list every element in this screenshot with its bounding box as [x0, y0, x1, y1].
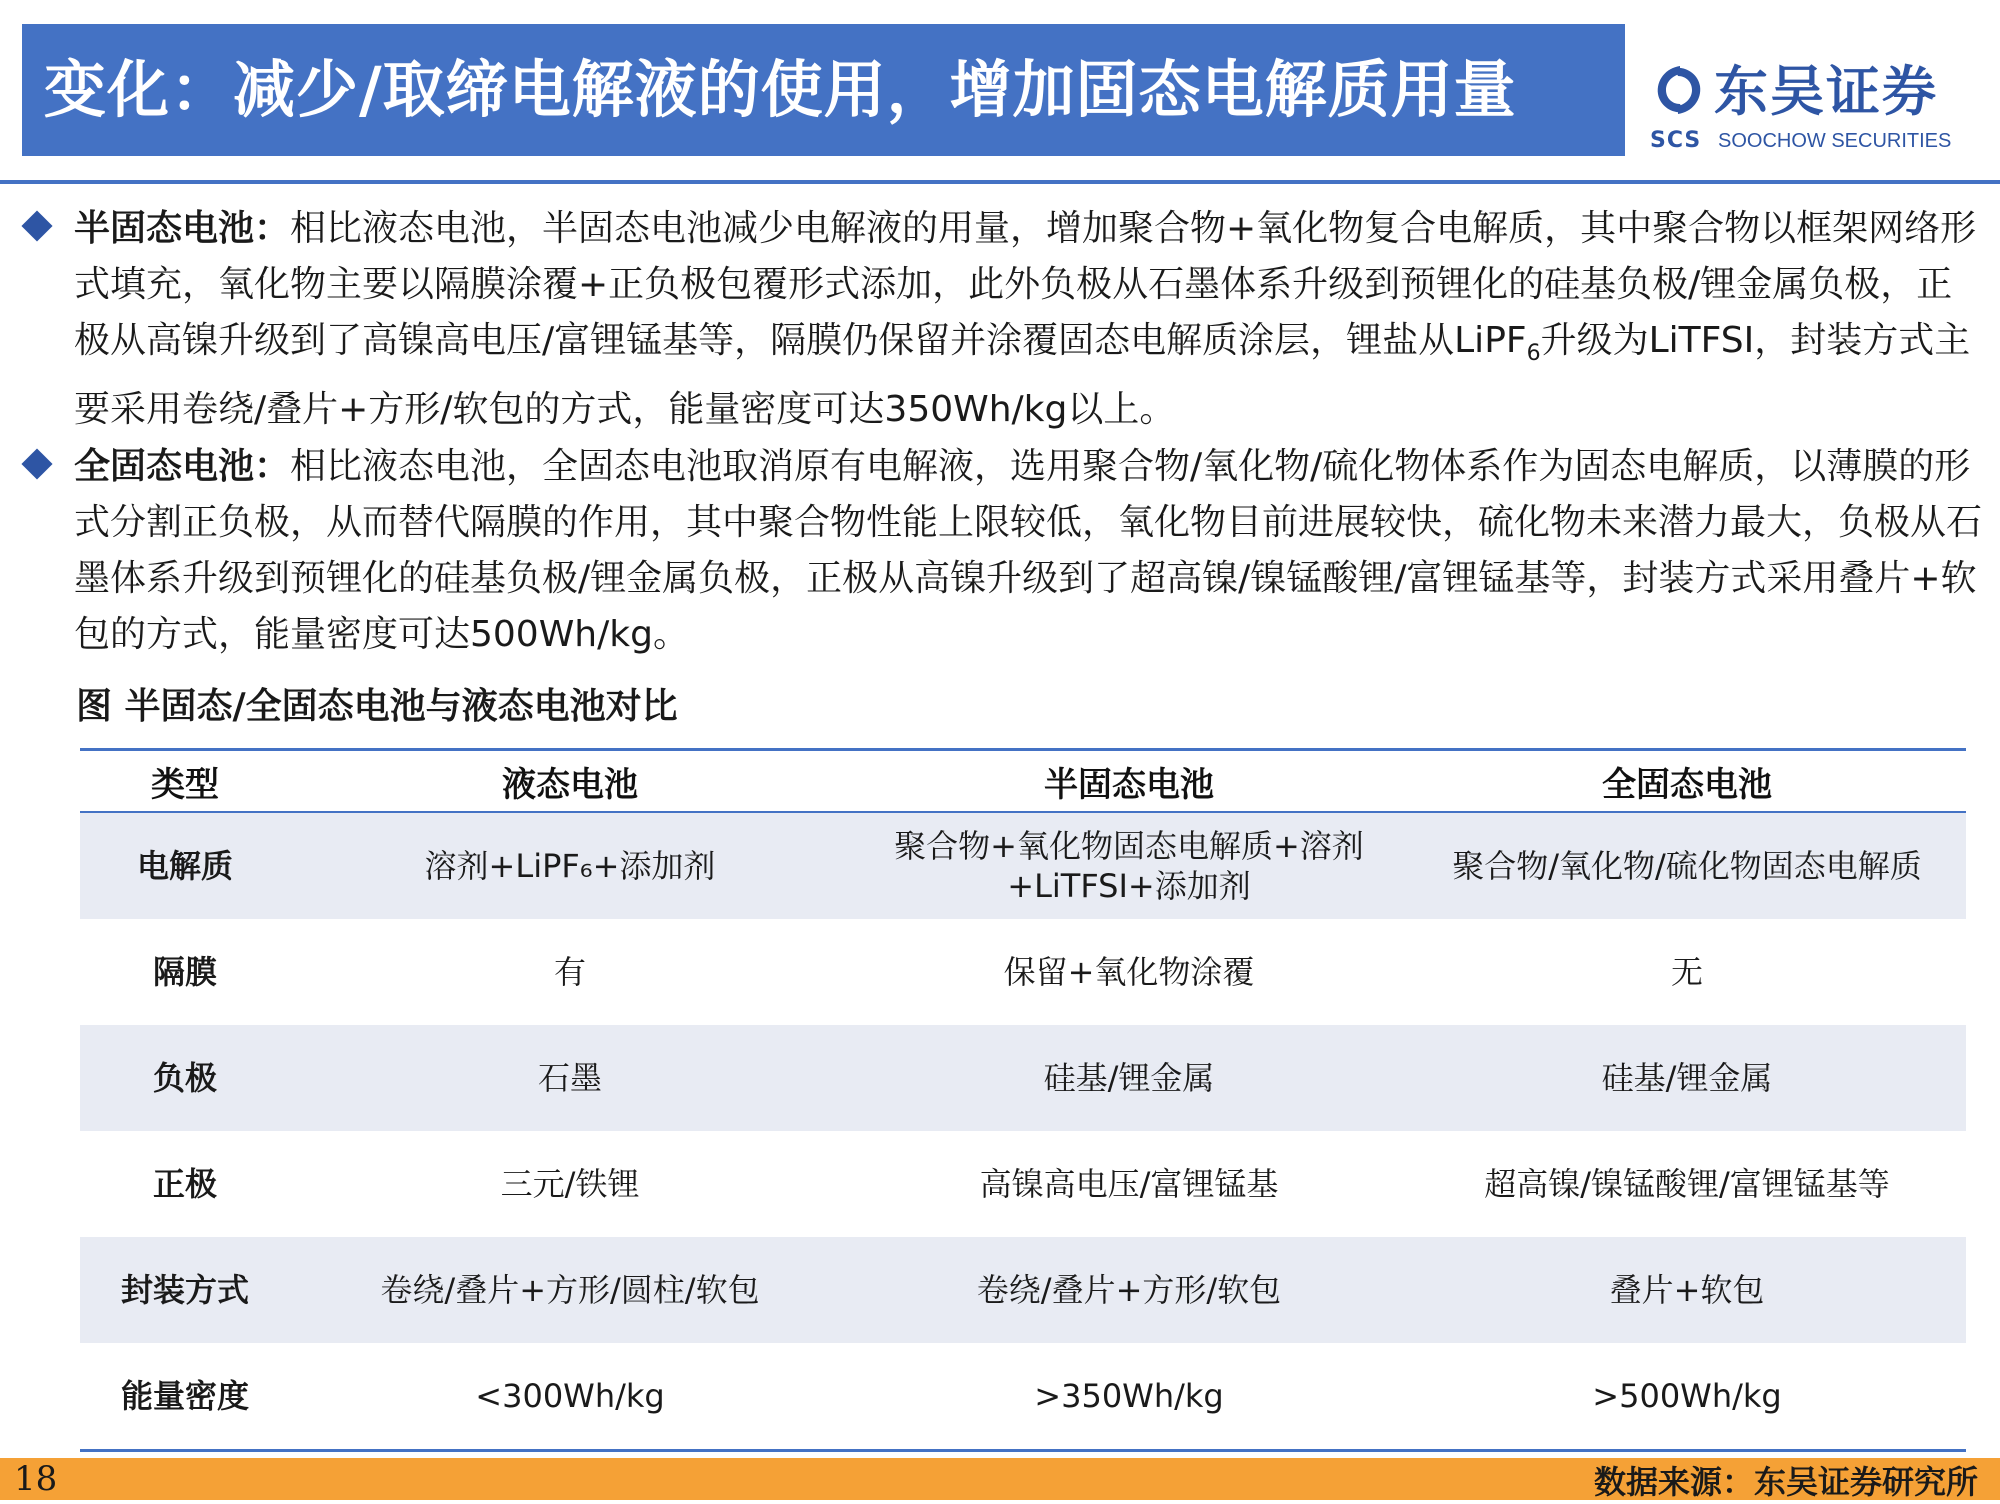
table-row — [80, 919, 1966, 1025]
bullet-semi-solid-body-b: 升级为LiTFSI，封装方式主要采用卷绕/叠片+方形/软包的方式，能量密度可达350Wh/kg以上。 — [74, 320, 1971, 431]
data-source: 数据来源：东吴证券研究所 — [1593, 1463, 1978, 1501]
table-cell: 硅基/锂金属 — [1408, 1025, 1966, 1131]
table-cell: >500Wh/kg — [1592, 1377, 1782, 1415]
row-label: 正极 — [152, 1165, 217, 1203]
table-row — [80, 1025, 1966, 1131]
table-cell: 无 — [1670, 953, 1703, 991]
table-cell: 石墨 — [290, 1025, 850, 1131]
table-cell: <300Wh/kg — [475, 1377, 665, 1415]
table-cell: 溶剂+LiPF₆+添加剂 — [290, 812, 850, 919]
bullet-semi-solid-text — [74, 201, 1984, 438]
figure-caption: 图 半固态/全固态电池与液态电池对比 — [76, 686, 678, 727]
bullet-semi-solid-subscript: 6 — [1526, 341, 1541, 367]
table-cell: >350Wh/kg — [1034, 1377, 1224, 1415]
header-divider — [0, 180, 2000, 184]
table-cell: 有 — [553, 953, 586, 991]
diamond-bullet-icon — [21, 448, 52, 479]
row-label: 封装方式 — [80, 1237, 290, 1343]
column-header-type: 类型 — [80, 750, 290, 813]
bullet-all-solid-label: 全固态电池： — [74, 446, 291, 487]
table-cell: 保留+氧化物涂覆 — [1003, 953, 1255, 991]
table-cell: 超高镍/镍锰酸锂/富锂锰基等 — [1484, 1165, 1890, 1203]
column-header-all-solid: 全固态电池 — [1408, 750, 1966, 813]
table-row — [80, 1131, 1966, 1237]
company-logo — [1650, 60, 1952, 162]
table-row — [80, 812, 1966, 919]
row-label: 能量密度 — [120, 1377, 249, 1415]
table-cell: 聚合物/氧化物/硫化物固态电解质 — [1408, 812, 1966, 919]
row-label: 负极 — [80, 1025, 290, 1131]
table-header-row — [80, 750, 1966, 813]
column-header-semi-solid: 半固态电池 — [850, 750, 1408, 813]
table-cell: 卷绕/叠片+方形/软包 — [850, 1237, 1408, 1343]
page-number: 18 — [14, 1459, 58, 1499]
table-row — [80, 1237, 1966, 1343]
table-row — [80, 1343, 1966, 1451]
row-label: 隔膜 — [152, 953, 217, 991]
bullet-semi-solid-body-a: 相比液态电池，半固态电池减少电解液的用量，增加聚合物+氧化物复合电解质，其中聚合物以框架网络形式填充，氧化物主要以隔膜涂覆+正负极包覆形式添加，此外负极从石墨体系升级到预锂化的硅基负极/锂金属负极，正极从高镍升级到了高镍高电压/富锂锰基等，隔膜仍保留并涂覆固态电解质涂层，锂盐从LiPF — [74, 208, 1977, 361]
table-cell: 聚合物+氧化物固态电解质+溶剂+LiTFSI+添加剂 — [850, 812, 1408, 919]
logo-scs: SCS — [1650, 128, 1702, 153]
row-label: 电解质 — [80, 812, 290, 919]
table-cell: 三元/铁锂 — [500, 1165, 640, 1203]
table-cell: 叠片+软包 — [1408, 1237, 1966, 1343]
soochow-logo-icon — [1650, 62, 1708, 118]
table-cell: 卷绕/叠片+方形/圆柱/软包 — [290, 1237, 850, 1343]
logo-chinese-name: 东吴证券 — [1714, 60, 1938, 123]
column-header-liquid: 液态电池 — [290, 750, 850, 813]
page-title: 变化：减少/取缔电解液的使用，增加固态电解质用量 — [44, 53, 1517, 126]
table-cell: 硅基/锂金属 — [850, 1025, 1408, 1131]
bullet-all-solid-text — [74, 439, 1984, 663]
table-cell: 高镍高电压/富锂锰基 — [979, 1165, 1279, 1203]
diamond-bullet-icon — [21, 210, 52, 241]
logo-english-name: SOOCHOW SECURITIES — [1718, 130, 1952, 152]
bullet-semi-solid-label: 半固态电池： — [74, 208, 291, 249]
bullet-all-solid-body: 相比液态电池，全固态电池取消原有电解液，选用聚合物/氧化物/硫化物体系作为固态电解质，以薄膜的形式分割正负极，从而替代隔膜的作用，其中聚合物性能上限较低，氧化物目前进展较快，硫化物未来潜力最大，负极从石墨体系升级到预锂化的硅基负极/锂金属负极，正极从高镍升级到了超高镍/镍锰酸锂/富锂锰基等，封装方式采用叠片+软包的方式，能量密度可达500Wh/kg。 — [74, 446, 1983, 655]
comparison-table — [80, 748, 1966, 1452]
